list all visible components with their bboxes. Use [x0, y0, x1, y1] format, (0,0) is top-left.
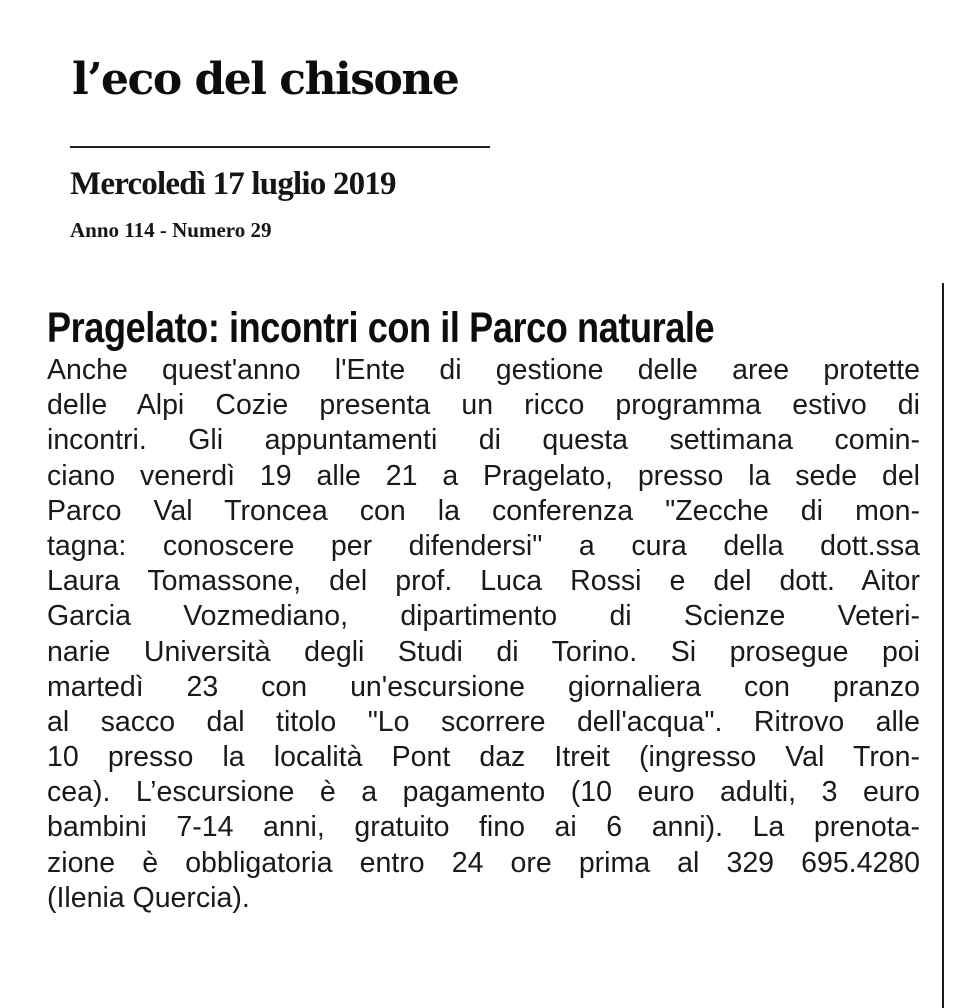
article-line: narie Università degli Studi di Torino. Si prosegue poi: [47, 635, 920, 668]
article-line: delle Alpi Cozie presenta un ricco programma estivo di: [47, 389, 920, 422]
article-line: Laura Tomassone, del prof. Luca Rossi e del dott. Aitor: [47, 565, 920, 598]
article-line: al sacco dal titolo "Lo scorrere dell'acqua". Ritrovo alle: [47, 705, 920, 738]
column-divider: [942, 283, 944, 1008]
article-line: Parco Val Troncea con la conferenza "Zecche di mon-: [47, 494, 920, 527]
article-line: zione è obbligatoria entro 24 ore prima al 329 695.4280: [47, 846, 920, 879]
article-line: cea). L’escursione è a pagamento (10 euro adulti, 3 euro: [47, 776, 920, 809]
article-headline: Pragelato: incontri con il Parco naturale: [47, 304, 715, 352]
issue-number: Anno 114 - Numero 29: [70, 218, 272, 242]
article-line: tagna: conoscere per difendersi" a cura della dott.ssa: [47, 529, 920, 562]
article-line: martedì 23 con un'escursione giornaliera con pranzo: [47, 670, 920, 703]
article-line: 10 presso la località Pont daz Itreit (ingresso Val Tron-: [47, 741, 920, 774]
article-line: Garcia Vozmediano, dipartimento di Scienze Veteri-: [47, 600, 920, 633]
article-line: ciano venerdì 19 alle 21 a Pragelato, presso la sede del: [47, 459, 920, 492]
article-line: bambini 7-14 anni, gratuito fino ai 6 anni). La prenota-: [47, 811, 920, 844]
article-body: [47, 353, 920, 916]
article-line: Anche quest'anno l'Ente di gestione delle aree protette: [47, 354, 920, 386]
issue-date: Mercoledì 17 luglio 2019: [70, 166, 396, 202]
newspaper-masthead: l’eco del chisone: [72, 54, 459, 105]
article-line: (Ilenia Quercia).: [47, 881, 250, 914]
article-line: incontri. Gli appuntamenti di questa settimana comin-: [47, 424, 920, 457]
masthead-divider: [70, 146, 490, 148]
article: [47, 305, 920, 916]
